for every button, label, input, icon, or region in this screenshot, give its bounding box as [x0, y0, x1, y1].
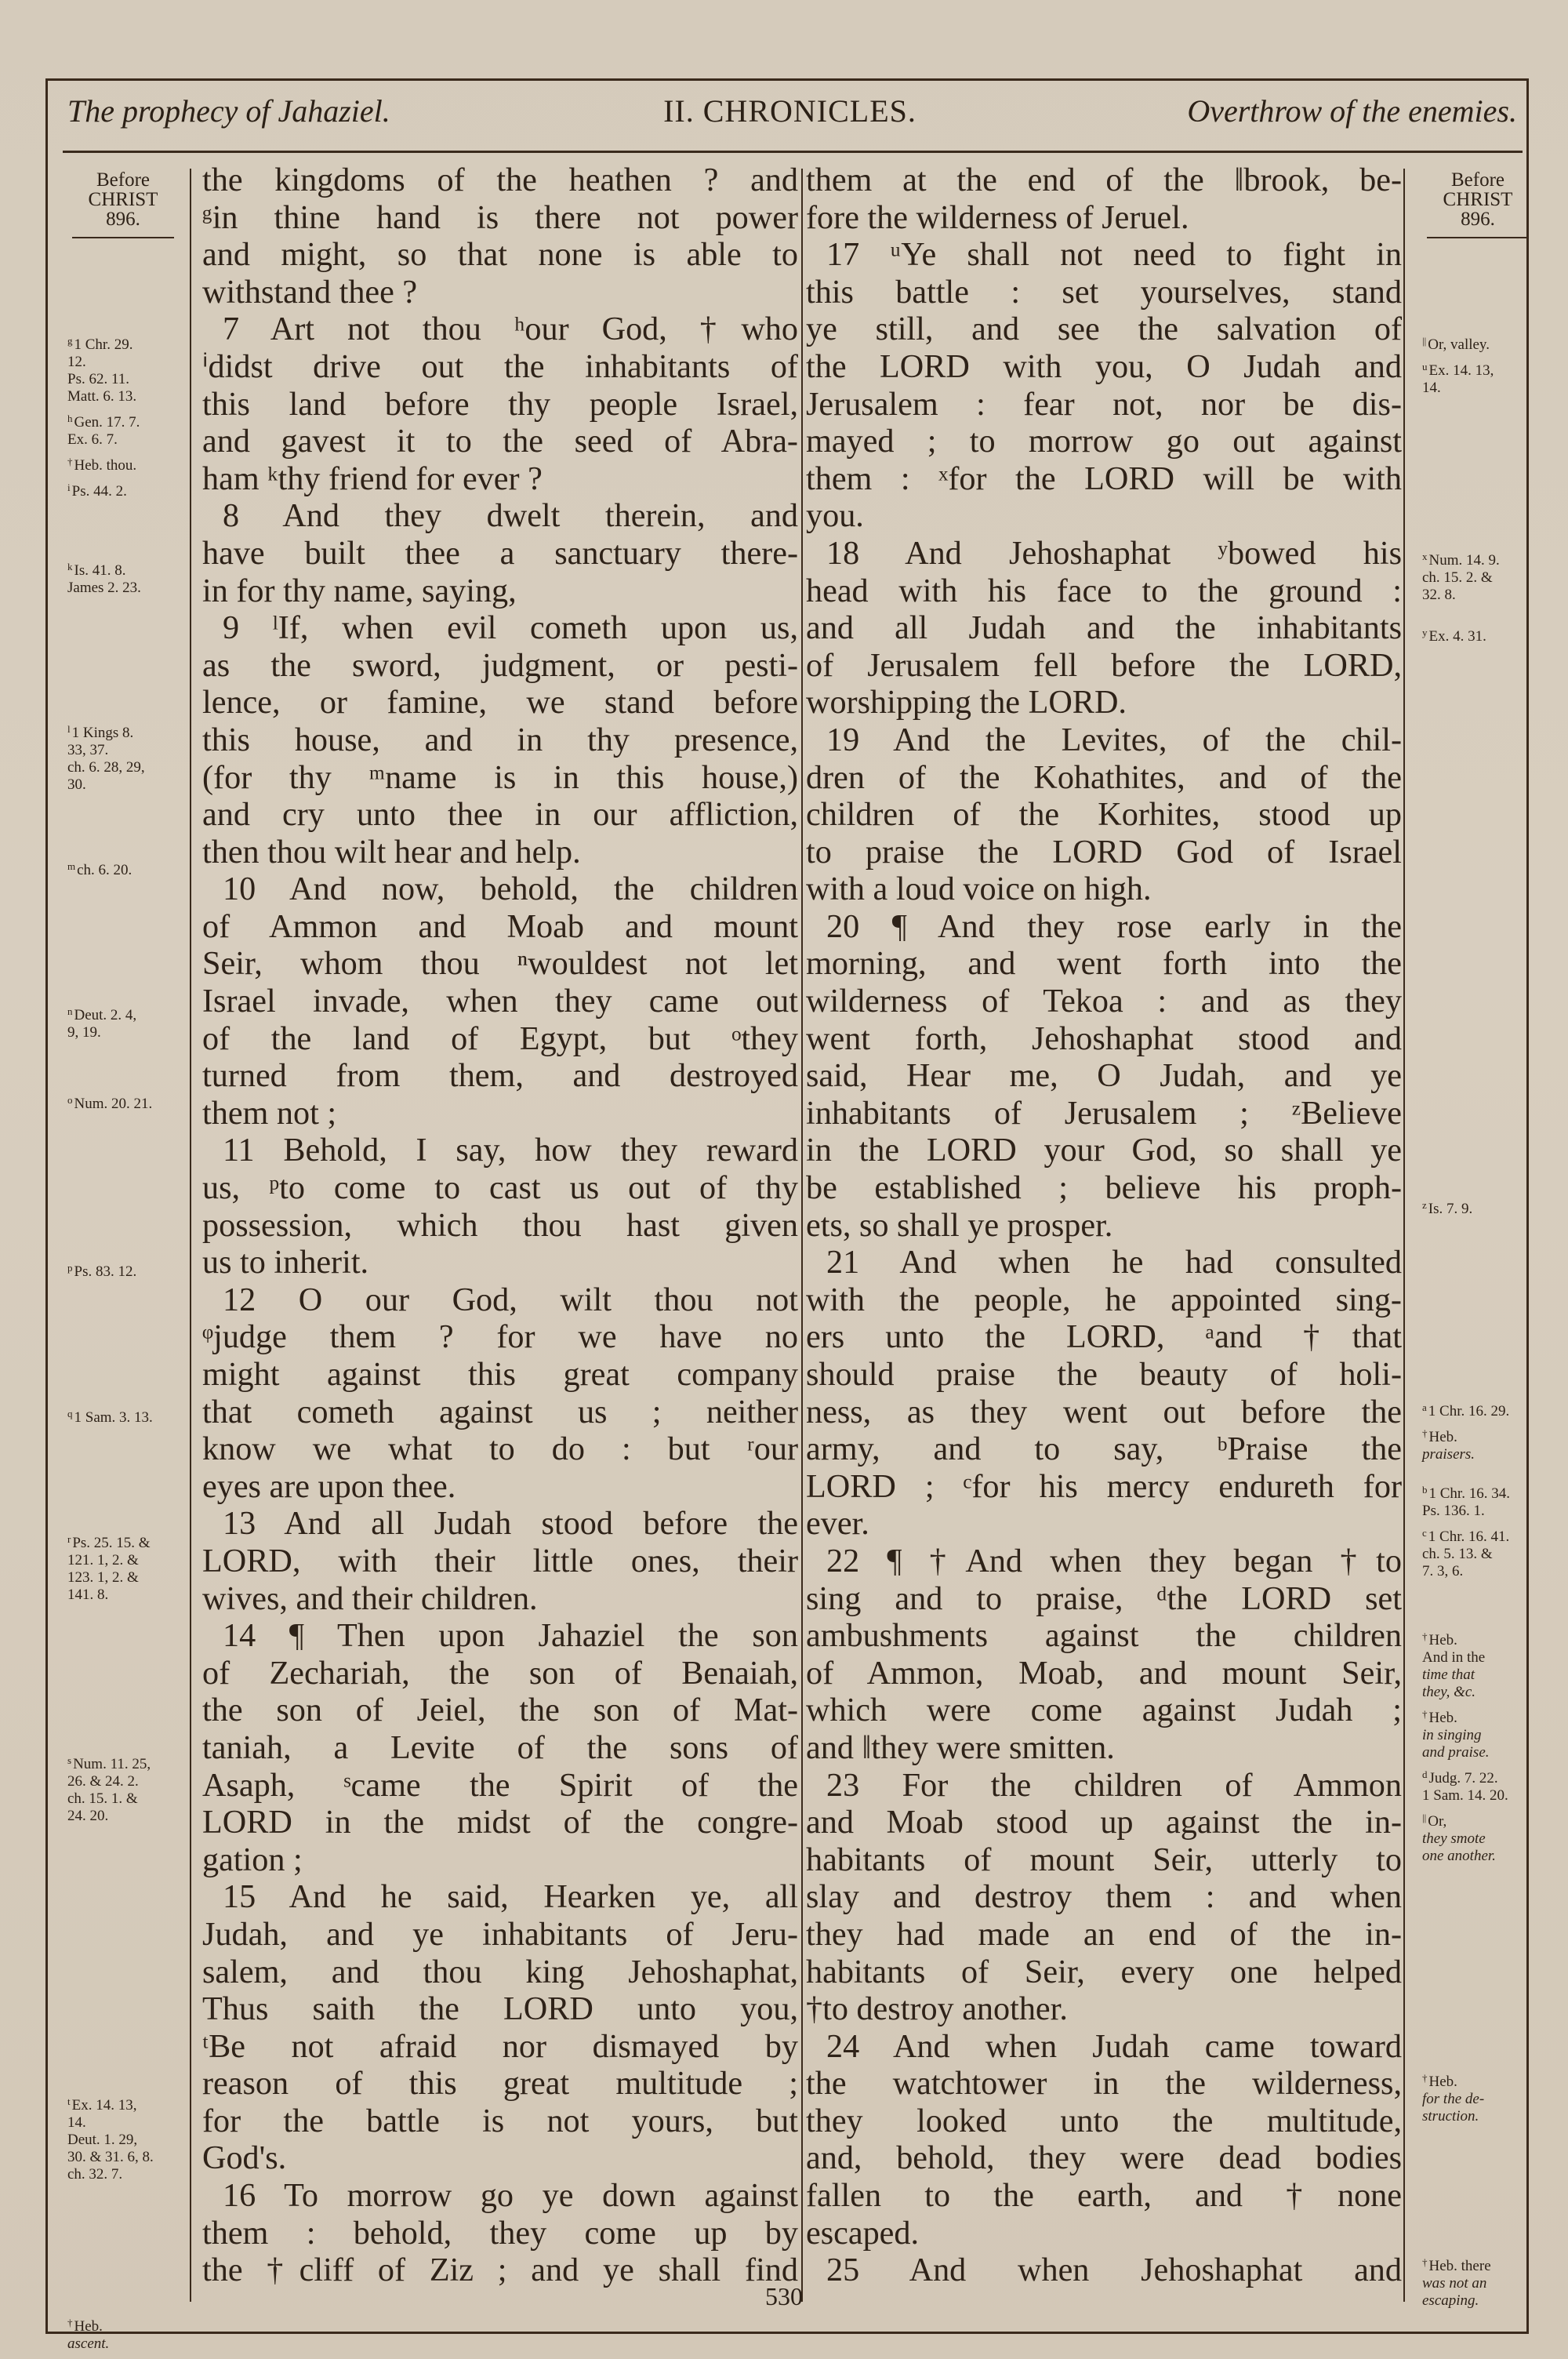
text-line: Judah, and ye inhabitants of Jeru-	[202, 1915, 798, 1953]
text-line: the son of Jeiel, the son of Mat-	[202, 1692, 798, 1729]
reference-mark: †	[67, 2317, 73, 2328]
reference-text: 33, 37.	[67, 742, 109, 758]
reference-text: ch. 5. 13. &	[1422, 1546, 1493, 1562]
reference-text: 1 Kings 8.	[71, 725, 134, 741]
text-line: lence, or famine, we stand before	[202, 684, 798, 722]
text-line: LORD ; ᶜfor his mercy endureth for	[806, 1467, 1402, 1505]
text-line: in for thy name, saying,	[202, 572, 517, 609]
reference-mark: b	[1422, 1484, 1428, 1496]
margin-reference	[67, 453, 185, 474]
margin-reference	[1422, 1399, 1540, 1420]
margin-reference	[67, 333, 185, 405]
text-line: in the LORD your God, so shall ye	[806, 1132, 1402, 1169]
reference-text: 30. & 31. 6, 8.	[67, 2149, 154, 2165]
right-margin	[1411, 161, 1544, 2325]
reference-text: Num. 20. 21.	[74, 1096, 153, 1112]
text-line: 9 ˡIf, when evil cometh upon us,	[223, 609, 798, 647]
margin-reference	[1422, 1481, 1540, 1520]
margin-reference	[1422, 624, 1540, 645]
text-line: the watchtower in the wilderness,	[806, 2065, 1402, 2103]
text-line: wilderness of Tekoa : and as they	[806, 983, 1402, 1020]
text-line: salem, and thou king Jehoshaphat,	[202, 1953, 798, 1990]
header-right-title: Overthrow of the enemies.	[1187, 93, 1517, 129]
bc-before: Before	[96, 169, 151, 191]
text-line: morning, and went forth into the	[806, 945, 1402, 983]
reference-text: 14.	[67, 2114, 86, 2131]
reference-text: And in the	[1422, 1649, 1486, 1666]
reference-mark: k	[67, 561, 73, 572]
reference-text: James 2. 23.	[67, 580, 141, 596]
text-line: LORD in the midst of the congre-	[202, 1804, 798, 1841]
text-line: head with his face to the ground :	[806, 572, 1402, 609]
text-line: 23 For the children of Ammon	[826, 1766, 1402, 1804]
margin-reference	[67, 479, 185, 500]
text-line: Seir, whom thou ⁿwouldest not let	[202, 945, 798, 983]
text-line: taniah, a Levite of the sons of	[202, 1728, 798, 1766]
header-book-title: II. CHRONICLES.	[663, 93, 916, 129]
margin-reference	[67, 2093, 185, 2183]
text-line: sing and to praise, ᵈthe LORD set	[806, 1579, 1402, 1617]
reference-text: Deut. 2. 4,	[74, 1007, 137, 1023]
reference-mark: †	[67, 456, 73, 467]
text-line: have built thee a sanctuary there-	[202, 534, 798, 572]
reference-text: 1 Chr. 29.	[74, 336, 133, 353]
reference-text: they, &c.	[1422, 1684, 1476, 1700]
margin-reference	[1422, 1425, 1540, 1463]
text-line: and Moab stood up against the in-	[806, 1804, 1402, 1841]
reference-text: 1 Chr. 16. 41.	[1428, 1528, 1510, 1545]
text-line: as the sword, judgment, or pesti-	[202, 646, 798, 684]
reference-mark: l	[67, 723, 71, 735]
reference-mark: †	[1422, 1708, 1428, 1720]
reference-text: ascent.	[67, 2335, 110, 2352]
bc-year: 896.	[106, 209, 140, 230]
text-line: turned from them, and destroyed	[202, 1057, 798, 1095]
text-line: this battle : set yourselves, stand	[806, 273, 1402, 311]
margin-reference	[67, 2314, 185, 2353]
reference-text: 30.	[67, 776, 86, 793]
margin-reference	[67, 1259, 185, 1281]
text-line: the kingdoms of the heathen ? and	[202, 162, 798, 198]
reference-mark: †	[1422, 2072, 1428, 2084]
text-line: possession, which thou hast given	[202, 1206, 798, 1244]
text-line: them : ˣfor the LORD will be with	[806, 460, 1402, 497]
text-line: 8 And they dwelt therein, and	[223, 497, 798, 535]
reference-text: Or, valley.	[1428, 336, 1490, 353]
reference-text: Matt. 6. 13.	[67, 388, 137, 405]
text-line: they looked unto the multitude,	[806, 2102, 1402, 2139]
reference-text: Judg. 7. 22.	[1428, 1770, 1498, 1787]
text-line: the †cliff of Ziz ; and ye shall find	[202, 2252, 798, 2289]
running-header	[55, 86, 1525, 141]
text-line: (for thy ᵐname is in this house,)	[202, 758, 798, 796]
text-line: of Ammon, Moab, and mount Seir,	[806, 1654, 1402, 1692]
reference-mark: u	[1422, 361, 1428, 373]
column-rule-center	[801, 169, 803, 2302]
text-line: army, and to say, ᵇPraise the	[806, 1430, 1402, 1468]
reference-text: ch. 15. 1. &	[67, 1790, 138, 1807]
text-line: Asaph, ˢcame the Spirit of the	[202, 1766, 798, 1804]
reference-text: Heb.	[74, 2318, 103, 2335]
reference-text: 123. 1, 2. &	[67, 1569, 139, 1586]
text-line: 24 And when Judah came toward	[826, 2027, 1402, 2065]
text-line: 10 And now, behold, the children	[223, 871, 798, 908]
column-rule-right	[1403, 169, 1405, 2302]
reference-text: Is. 41. 8.	[74, 562, 126, 579]
reference-text: Heb.	[1428, 1429, 1457, 1445]
reference-text: ch. 6. 20.	[77, 862, 132, 878]
text-line: Israel invade, when they came out	[202, 983, 798, 1020]
reference-text: Ex. 14. 13,	[71, 2097, 137, 2114]
reference-text: Ps. 62. 11.	[67, 371, 130, 387]
text-line: ᵗBe not afraid nor dismayed by	[202, 2027, 798, 2065]
text-line: and gavest it to the seed of Abra-	[202, 423, 798, 460]
text-line: Thus saith the LORD unto you,	[202, 1990, 798, 2028]
reference-mark: †	[1422, 1427, 1428, 1439]
text-line: 14 ¶ Then upon Jahaziel the son	[223, 1617, 798, 1655]
reference-mark: c	[1422, 1527, 1427, 1539]
text-line: ye still, and see the salvation of	[806, 311, 1402, 348]
text-line: eyes are upon thee.	[202, 1467, 456, 1505]
reference-text: 32. 8.	[1422, 587, 1456, 603]
reference-text: they smote	[1422, 1830, 1486, 1847]
text-line: of Jerusalem fell before the LORD,	[806, 646, 1402, 684]
text-line: and ‖they were smitten.	[806, 1728, 1115, 1766]
text-line: mayed ; to morrow go out against	[806, 423, 1402, 460]
margin-reference	[1422, 548, 1540, 604]
text-line: reason of this great multitude ;	[202, 2065, 798, 2103]
reference-text: Heb.	[1428, 1632, 1457, 1648]
reference-text: one another.	[1422, 1848, 1496, 1864]
bc-rule	[72, 237, 174, 238]
reference-text: in singing	[1422, 1727, 1482, 1743]
reference-text: Heb. thou.	[74, 457, 137, 474]
header-rule	[63, 151, 1523, 153]
margin-reference	[67, 1531, 185, 1604]
reference-mark: q	[67, 1408, 73, 1419]
reference-mark: y	[1422, 627, 1428, 638]
bc-christ: CHRIST	[1443, 189, 1513, 210]
margin-reference	[1422, 1197, 1540, 1218]
text-line: with a loud voice on high.	[806, 871, 1152, 908]
reference-mark: ||	[1422, 335, 1427, 347]
text-line: 19 And the Levites, of the chil-	[826, 721, 1402, 758]
text-line: wives, and their children.	[202, 1579, 538, 1617]
text-line: 25 And when Jehoshaphat and	[826, 2252, 1402, 2289]
text-line: fore the wilderness of Jeruel.	[806, 198, 1189, 236]
text-line: that cometh against us ; neither	[202, 1393, 798, 1430]
text-line: ⁱdidst drive out the inhabitants of	[202, 347, 798, 385]
reference-text: ch. 6. 28, 29,	[67, 759, 145, 776]
reference-mark: †	[1422, 2256, 1428, 2268]
text-line: and cry unto thee in our affliction,	[202, 796, 798, 834]
reference-mark: g	[67, 335, 73, 347]
text-line: 11 Behold, I say, how they reward	[223, 1132, 798, 1169]
margin-reference	[1422, 1766, 1540, 1805]
reference-mark: d	[1422, 1768, 1428, 1780]
text-line: with the people, he appointed sing-	[806, 1281, 1402, 1318]
text-line: 21 And when he had consulted	[826, 1244, 1402, 1281]
reference-text: ch. 15. 2. &	[1422, 569, 1493, 586]
text-line: them at the end of the ‖brook, be-	[806, 162, 1402, 198]
reference-text: escaping.	[1422, 2292, 1479, 2309]
reference-text: Ps. 25. 15. &	[72, 1535, 151, 1551]
text-line: habitants of Seir, every one helped	[806, 1953, 1402, 1990]
margin-reference	[67, 558, 185, 597]
reference-mark: o	[67, 1094, 73, 1106]
text-line: of Ammon and Moab and mount	[202, 907, 798, 945]
left-margin	[56, 161, 190, 2352]
text-line: us, ᵖto come to cast us out of thy	[202, 1169, 798, 1207]
reference-text: Ps. 83. 12.	[74, 1263, 137, 1280]
reference-mark: p	[67, 1262, 73, 1274]
text-line: this house, and in thy presence,	[202, 721, 798, 758]
page-number: 530	[765, 2282, 803, 2310]
reference-text: Heb.	[1428, 2074, 1457, 2090]
margin-reference	[67, 1752, 185, 1825]
before-christ-label-right	[1411, 161, 1544, 238]
reference-text: Num. 14. 9.	[1428, 552, 1500, 569]
reference-text: Is. 7. 9.	[1428, 1201, 1473, 1217]
text-line: said, Hear me, O Judah, and ye	[806, 1057, 1402, 1095]
text-line: ambushments against the children	[806, 1617, 1402, 1655]
reference-mark: m	[67, 860, 76, 872]
text-line: 7 Art not thou ʰour God, †who	[223, 311, 798, 348]
reference-text: 141. 8.	[67, 1587, 109, 1603]
reference-text: Or,	[1428, 1813, 1447, 1830]
margin-reference	[67, 721, 185, 794]
reference-mark: a	[1422, 1401, 1427, 1413]
text-line: them not ;	[202, 1094, 337, 1132]
reference-text: and praise.	[1422, 1744, 1490, 1761]
text-line: which were come against Judah ;	[806, 1692, 1402, 1729]
text-line: ness, as they went out before the	[806, 1393, 1402, 1430]
reference-text: Num. 11. 25,	[73, 1756, 151, 1772]
reference-mark: †	[1422, 1630, 1428, 1642]
text-line: gation ;	[202, 1841, 303, 1878]
margin-reference	[1422, 358, 1540, 397]
margin-reference	[1422, 333, 1540, 354]
text-line: inhabitants of Jerusalem ; ᶻBelieve	[806, 1094, 1402, 1132]
reference-text: 7. 3, 6.	[1422, 1563, 1464, 1579]
text-line: ever.	[806, 1505, 869, 1543]
reference-text: 1 Chr. 16. 34.	[1428, 1485, 1510, 1502]
text-column-left	[202, 162, 798, 2289]
text-line: and, behold, they were dead bodies	[806, 2139, 1402, 2177]
reference-text: praisers.	[1422, 1446, 1475, 1463]
text-line: Jerusalem : fear not, nor be dis-	[806, 385, 1402, 423]
margin-reference	[67, 1405, 185, 1427]
reference-text: 1 Chr. 16. 29.	[1428, 1403, 1510, 1419]
text-line: dren of the Kohathites, and of the	[806, 758, 1402, 796]
text-line: they had made an end of the in-	[806, 1915, 1402, 1953]
text-line: God's.	[202, 2139, 287, 2177]
reference-text: Gen. 17. 7.	[74, 414, 140, 431]
text-line: might against this great company	[202, 1356, 798, 1393]
reference-mark: h	[67, 413, 73, 424]
reference-text: 14.	[1422, 380, 1441, 396]
margin-reference	[67, 1092, 185, 1113]
reference-text: 1 Sam. 3. 13.	[74, 1409, 153, 1426]
text-line: 18 And Jehoshaphat ʸbowed his	[826, 534, 1402, 572]
reference-text: Ps. 136. 1.	[1422, 1503, 1485, 1519]
reference-text: 12.	[67, 354, 86, 370]
text-line: 20 ¶ And they rose early in the	[826, 907, 1402, 945]
text-column-right	[806, 162, 1402, 2289]
reference-mark: ||	[1422, 1812, 1427, 1823]
text-line: LORD, with their little ones, their	[202, 1542, 798, 1579]
reference-mark: z	[1422, 1199, 1427, 1211]
reference-mark: i	[67, 482, 71, 493]
text-line: the LORD with you, O Judah and	[806, 347, 1402, 385]
margin-reference	[1422, 1809, 1540, 1865]
text-line: for the battle is not yours, but	[202, 2102, 798, 2139]
reference-text: for the de-	[1422, 2091, 1485, 2107]
text-line: habitants of mount Seir, utterly to	[806, 1841, 1402, 1878]
bc-year: 896.	[1461, 209, 1495, 230]
text-line: 22 ¶ †And when they began †to	[826, 1542, 1402, 1579]
margin-reference	[67, 1003, 185, 1041]
reference-text: ch. 32. 7.	[67, 2166, 123, 2183]
text-line: 16 To morrow go ye down against	[223, 2177, 798, 2215]
reference-text: time that	[1422, 1667, 1475, 1683]
text-line: and all Judah and the inhabitants	[806, 609, 1402, 647]
text-line: ᵠjudge them ? for we have no	[202, 1318, 798, 1356]
text-line: know we what to do : but ʳour	[202, 1430, 798, 1468]
text-line: ham ᵏthy friend for ever ?	[202, 460, 543, 497]
column-rule-left	[190, 169, 191, 2302]
reference-mark: n	[67, 1005, 73, 1017]
margin-reference	[67, 858, 185, 879]
text-line: of Zechariah, the son of Benaiah,	[202, 1654, 798, 1692]
text-line: worshipping the LORD.	[806, 684, 1127, 722]
reference-text: 1 Sam. 14. 20.	[1422, 1787, 1508, 1804]
reference-text: Ps. 44. 2.	[71, 483, 127, 500]
reference-text: 24. 20.	[67, 1808, 109, 1824]
reference-text: Deut. 1. 29,	[67, 2132, 138, 2148]
text-line: slay and destroy them : and when	[806, 1878, 1402, 1916]
reference-text: 121. 1, 2. &	[67, 1552, 139, 1568]
reference-mark: x	[1422, 551, 1428, 562]
margin-reference	[1422, 1525, 1540, 1580]
text-line: withstand thee ?	[202, 273, 418, 311]
margin-reference	[67, 410, 185, 449]
reference-text: Ex. 4. 31.	[1428, 628, 1486, 645]
text-line: ᵍin thine hand is there not power	[202, 198, 798, 236]
text-line: you.	[806, 497, 864, 535]
text-line: 12 O our God, wilt thou not	[223, 1281, 798, 1318]
text-line: †to destroy another.	[806, 1990, 1068, 2028]
bc-rule	[1427, 237, 1529, 238]
text-line: to praise the LORD God of Israel	[806, 833, 1402, 871]
text-line: fallen to the earth, and †none	[806, 2177, 1402, 2215]
text-line: 13 And all Judah stood before the	[223, 1505, 798, 1543]
text-line: 15 And he said, Hearken ye, all	[223, 1878, 798, 1916]
reference-mark: r	[67, 1533, 71, 1545]
text-line: ets, so shall ye prosper.	[806, 1206, 1113, 1244]
text-line: escaped.	[806, 2214, 920, 2252]
reference-text: Heb.	[1428, 1710, 1457, 1726]
text-line: should praise the beauty of holi-	[806, 1356, 1402, 1393]
reference-text: Ex. 14. 13,	[1428, 362, 1494, 379]
margin-reference	[1422, 2070, 1540, 2125]
before-christ-label-left	[56, 161, 190, 238]
reference-text: was not an	[1422, 2275, 1487, 2292]
bc-before: Before	[1450, 169, 1505, 191]
reference-text: Ex. 6. 7.	[67, 431, 118, 448]
bc-christ: CHRIST	[88, 189, 158, 210]
reference-text: Heb. there	[1428, 2258, 1491, 2274]
text-line: us to inherit.	[202, 1244, 369, 1281]
margin-reference	[1422, 1706, 1540, 1761]
reference-mark: t	[67, 2095, 71, 2107]
text-line: them : behold, they come up by	[202, 2214, 798, 2252]
text-line: went forth, Jehoshaphat stood and	[806, 1020, 1402, 1057]
header-left-title: The prophecy of Jahaziel.	[67, 93, 390, 129]
text-line: children of the Korhites, stood up	[806, 796, 1402, 834]
text-line: be established ; believe his proph-	[806, 1169, 1402, 1207]
text-line: ers unto the LORD, ᵃand †that	[806, 1318, 1402, 1356]
reference-text: 9, 19.	[67, 1024, 101, 1041]
text-line: of the land of Egypt, but ᵒthey	[202, 1020, 798, 1057]
reference-text: 26. & 24. 2.	[67, 1773, 139, 1790]
text-line: then thou wilt hear and help.	[202, 833, 581, 871]
reference-mark: s	[67, 1754, 72, 1766]
text-line: 17 ᵘYe shall not need to fight in	[826, 236, 1402, 274]
text-line: this land before thy people Israel,	[202, 385, 798, 423]
margin-reference	[1422, 1628, 1540, 1701]
text-line: and might, so that none is able to	[202, 236, 798, 274]
reference-text: struction.	[1422, 2108, 1479, 2125]
